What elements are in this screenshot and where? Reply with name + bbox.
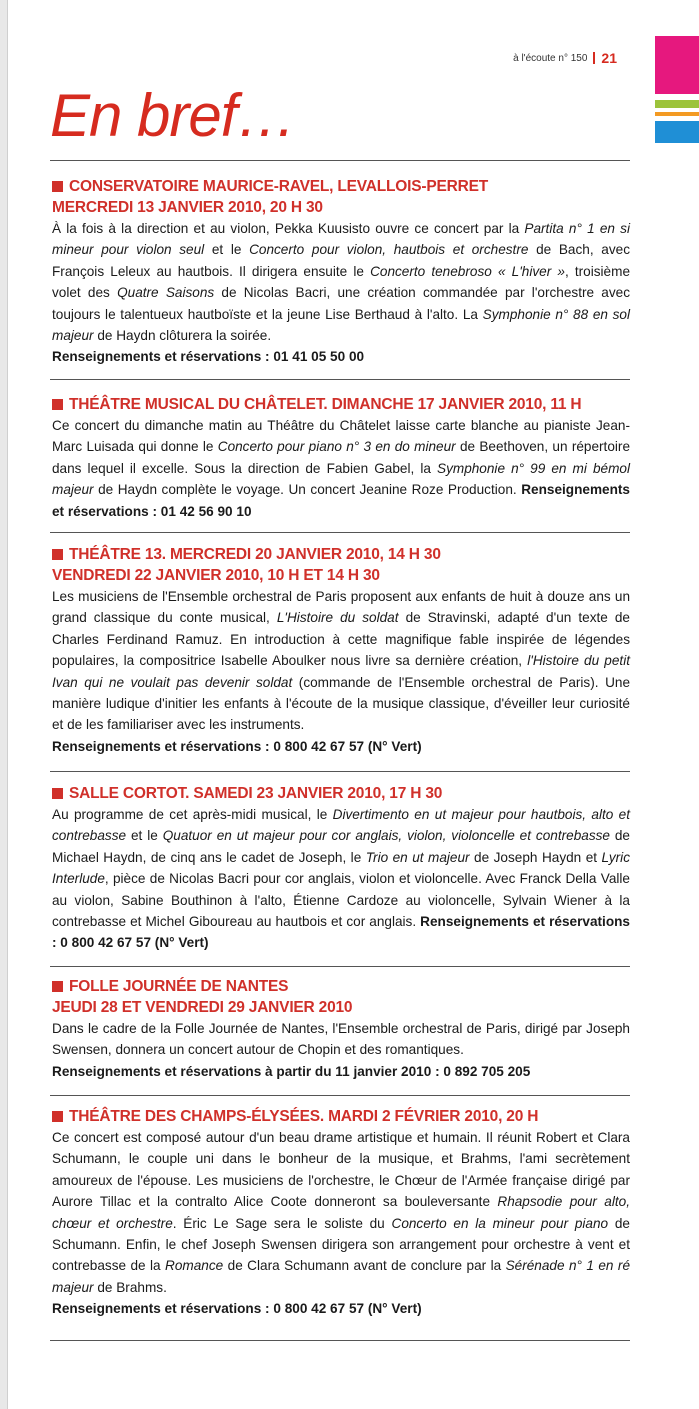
square-bullet-icon xyxy=(52,181,63,192)
body-text: de Michael Haydn, de cinq ans le cadet de Joseph, le xyxy=(52,828,630,865)
work-title: Sérénade n° 1 en ré majeur xyxy=(52,1258,630,1295)
body-text: de Beethoven, un répertoire dans lequel il excelle. Sous la direction de Fabien Gabel, la xyxy=(52,439,631,476)
work-title: Quatre Saisons xyxy=(117,285,215,301)
body-text: et le xyxy=(126,828,163,844)
item-body xyxy=(52,804,630,954)
work-title: Partita n° 1 en si mineur pour violon seul xyxy=(52,221,630,258)
work-title: Concerto tenebroso « L'hiver » xyxy=(370,263,565,279)
body-text: Au programme de cet après-midi musical, le xyxy=(52,807,333,822)
heading-line xyxy=(52,565,630,586)
item-heading xyxy=(52,176,630,218)
body-text: Dans le cadre de la Folle Journée de Nantes, l'Ensemble orchestral de Paris, dirigé par Joseph Swensen, donnera un concert autour de Chopin et des romantiques. xyxy=(52,1021,630,1058)
item-heading xyxy=(52,976,630,1018)
news-item xyxy=(52,544,630,757)
reservation-info: Renseignements et réservations : 01 41 05 50 00 xyxy=(52,349,365,365)
news-item xyxy=(52,394,630,522)
body-text: de Haydn complète le voyage. Un concert Jeanine Roze Production. xyxy=(93,482,522,498)
square-bullet-icon xyxy=(52,788,63,799)
news-item xyxy=(52,176,630,368)
body-text: de Schumann. Enfin, le chef Joseph Swensen dirigera son arrangement pour orchestre à vent et contrebasse de la xyxy=(52,1215,630,1274)
heading-text: JEUDI 28 ET VENDREDI 29 JANVIER 2010 xyxy=(52,999,353,1016)
heading-line xyxy=(52,997,630,1018)
work-title: Divertimento en ut majeur pour hautbois, alto et contrebasse xyxy=(52,807,630,844)
reservation-info: Renseignements et réservations : 0 800 42 67 57 (N° Vert) xyxy=(52,738,422,754)
body-text: Les musiciens de l'Ensemble orchestral de Paris proposent aux enfants de huit à douze ans un grand classique du conte musical, xyxy=(52,589,630,626)
body-text: de Stravinski, adapté d'un texte de Charles Ferdinand Ramuz. En introduction à cette magnifique fable inspirée de légendes populaires, la compositrice Isabelle Aboulker nous livre sa dernière création, xyxy=(52,610,630,669)
work-title: Lyric Interlude xyxy=(52,849,630,887)
body-text: de Nicolas Bacri, une création commandée par l'orchestre avec toujours le talentueux hautboïste et la jeune Lise Berthaud à l'alto. La xyxy=(52,285,631,322)
square-bullet-icon xyxy=(52,549,63,560)
item-heading xyxy=(52,544,630,586)
body-text: , troisième volet des xyxy=(52,263,631,301)
heading-text: MERCREDI 13 JANVIER 2010, 20 H 30 xyxy=(52,199,323,216)
body-text: Ce concert du dimanche matin au Théâtre du Châtelet laisse carte blanche au pianiste Jean-Marc Luisada qui donne le xyxy=(52,418,630,455)
body-text: Ce concert est composé autour d'un beau drame artistique et humain. Il réunit Robert et Clara Schumann, le couple uni dans le bonheur de la musique, et Brahms, l'ami secrètement amoureux de l'épouse. Les musiciens de l'orchestre, le Chœur de l'Armée française dirigé par Aurore Tillac et la contralto Alice Coote donneront sa bouleversante xyxy=(52,1130,630,1210)
item-body xyxy=(52,218,630,368)
heading-text: THÉÂTRE DES CHAMPS-ÉLYSÉES. MARDI 2 FÉVRIER 2010, 20 H xyxy=(69,1108,539,1125)
heading-text: THÉÂTRE MUSICAL DU CHÂTELET. DIMANCHE 17 JANVIER 2010, 11 H xyxy=(69,396,582,413)
page-title: En bref… xyxy=(50,82,296,149)
work-title: Concerto pour piano n° 3 en do mineur xyxy=(217,439,456,455)
heading-line xyxy=(52,394,630,415)
body-text: de Haydn clôturera la soirée. xyxy=(93,328,272,344)
heading-text: THÉÂTRE 13. MERCREDI 20 JANVIER 2010, 14 H 30 xyxy=(69,546,441,563)
heading-text: CONSERVATOIRE MAURICE-RAVEL, LEVALLOIS-PERRET xyxy=(69,178,488,195)
work-title: Concerto pour violon, hautbois et orchestre xyxy=(249,242,529,258)
body-text: (commande de l'Ensemble orchestral de Paris). Une manière ludique d'initier les enfants à l'écoute de la musique classique, d'éveiller leur curiosité et de les familiariser avec les instruments. xyxy=(52,674,631,733)
body-text: et le xyxy=(204,242,250,258)
body-text: de Bach, avec François Leleux au hautbois. Il dirigera ensuite le xyxy=(52,242,630,279)
work-title: Symphonie n° 88 en sol majeur xyxy=(52,306,630,344)
scan-edge xyxy=(0,0,8,1409)
issue-label: à l'écoute n° 150 xyxy=(513,52,588,64)
reservation-info: Renseignements et réservations : 0 800 42 67 57 (N° Vert) xyxy=(52,1301,422,1317)
reservation-info: Renseignements et réservations à partir du 11 janvier 2010 : 0 892 705 205 xyxy=(52,1063,531,1079)
item-body xyxy=(52,1018,630,1082)
work-title: Rhapsodie pour alto, chœur et orchestre xyxy=(52,1194,630,1231)
heading-line xyxy=(52,544,630,565)
news-item xyxy=(52,783,630,954)
header-separator xyxy=(593,52,595,64)
body-text: de Joseph Haydn et xyxy=(469,849,602,865)
heading-text: SALLE CORTOT. SAMEDI 23 JANVIER 2010, 17 H 30 xyxy=(69,785,443,802)
color-tab-orange xyxy=(655,112,699,116)
reservation-info: Renseignements et réservations : 01 42 56 90 10 xyxy=(52,482,630,519)
body-text: de Clara Schumann avant de conclure par la xyxy=(223,1258,506,1274)
news-item xyxy=(52,976,630,1082)
body-text: , pièce de Nicolas Bacri pour cor anglais, violon et violoncelle. Avec Franck Della Valle au violon, Sabine Bouthinon à l'alto, Étienne Cardoze au violoncelle, Sylvain Wiener à la contrebasse et Michel Giboureau au hautbois et cor anglais. xyxy=(52,871,630,930)
heading-text: VENDREDI 22 JANVIER 2010, 10 H ET 14 H 30 xyxy=(52,567,380,584)
work-title: Concerto en la mineur pour piano xyxy=(391,1215,609,1231)
body-text: . Éric Le Sage sera le soliste du xyxy=(172,1215,392,1231)
heading-line xyxy=(52,176,630,197)
item-body xyxy=(52,1127,630,1320)
color-tab-pink xyxy=(655,36,699,94)
divider xyxy=(50,966,630,967)
body-text: À la fois à la direction et au violon, Pekka Kuusisto ouvre ce concert par la xyxy=(52,221,525,236)
divider xyxy=(50,771,630,772)
item-body xyxy=(52,415,630,522)
heading-line xyxy=(52,976,630,997)
color-tab-blue xyxy=(655,121,699,143)
square-bullet-icon xyxy=(52,399,63,410)
heading-line xyxy=(52,197,630,218)
divider xyxy=(50,532,630,533)
item-heading xyxy=(52,394,630,415)
news-item xyxy=(52,1106,630,1320)
item-heading xyxy=(52,1106,630,1127)
work-title: Romance xyxy=(165,1258,224,1274)
square-bullet-icon xyxy=(52,1111,63,1122)
page-number: 21 xyxy=(601,50,617,66)
work-title: L'Histoire du soldat xyxy=(276,610,399,626)
heading-text: FOLLE JOURNÉE DE NANTES xyxy=(69,978,289,995)
color-tab-green xyxy=(655,100,699,108)
divider xyxy=(50,160,630,161)
square-bullet-icon xyxy=(52,981,63,992)
heading-line xyxy=(52,783,630,804)
divider xyxy=(50,1095,630,1096)
body-text: de Brahms. xyxy=(93,1279,167,1295)
divider xyxy=(50,379,630,380)
work-title: Quatuor en ut majeur pour cor anglais, violon, violoncelle et contrebasse xyxy=(162,828,610,844)
work-title: Symphonie n° 99 en mi bémol majeur xyxy=(52,460,630,498)
item-heading xyxy=(52,783,630,804)
work-title: l'Histoire du petit Ivan qui ne voulait pas devenir soldat xyxy=(52,653,630,690)
heading-line xyxy=(52,1106,630,1127)
page-header xyxy=(513,50,617,66)
item-body xyxy=(52,586,630,757)
work-title: Trio en ut majeur xyxy=(365,849,470,865)
divider xyxy=(50,1340,630,1341)
reservation-info: Renseignements et réservations : 0 800 42 67 57 (N° Vert) xyxy=(52,914,630,951)
